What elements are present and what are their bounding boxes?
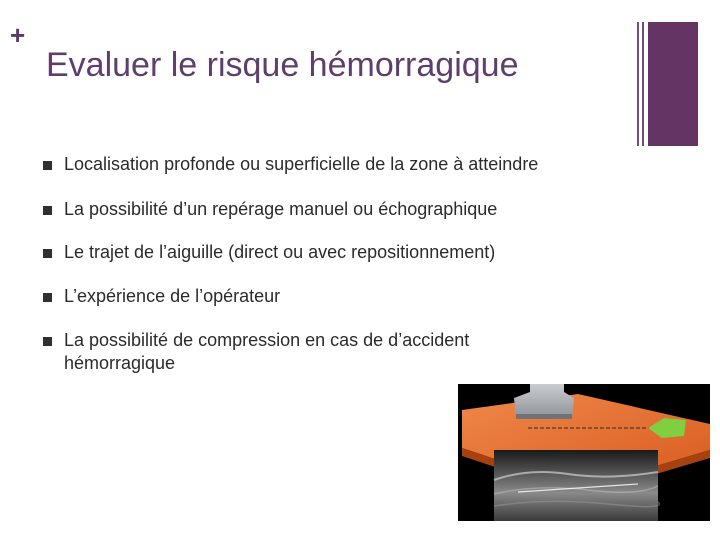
- ultrasound-image: [494, 450, 658, 521]
- plus-icon: +: [10, 20, 26, 50]
- bullet-list: [40, 150, 580, 375]
- bullet-item: [40, 198, 580, 221]
- bullet-item: [40, 285, 580, 308]
- accent-bar-thin: [642, 22, 644, 146]
- probe-tip: [516, 414, 572, 419]
- square-bullet-icon: [43, 337, 52, 346]
- square-bullet-icon: [43, 249, 52, 258]
- bullet-text: Le trajet de l’aiguille (direct ou avec repositionnement): [64, 242, 496, 262]
- bullet-item: [40, 329, 580, 375]
- bullet-text: La possibilité de compression en cas de d’accident hémorragique: [64, 330, 470, 373]
- bullet-item: [40, 241, 580, 264]
- square-bullet-icon: [43, 161, 52, 170]
- square-bullet-icon: [43, 293, 52, 302]
- bullet-text: La possibilité d’un repérage manuel ou échographique: [64, 199, 498, 219]
- bullet-item: [40, 153, 580, 176]
- ultrasound-illustration: [458, 384, 710, 521]
- square-bullet-icon: [43, 206, 52, 215]
- accent-bar: [648, 22, 698, 146]
- ultrasound-probe: [514, 384, 574, 418]
- slide-title: Evaluer le risque hémorragique: [46, 46, 519, 84]
- ultrasound-illustration-svg: [458, 384, 710, 521]
- accent-bar-thin: [637, 22, 639, 146]
- bullet-text: Localisation profonde ou superficielle de la zone à atteindre: [64, 154, 539, 174]
- bullet-text: L’expérience de l’opérateur: [64, 286, 281, 306]
